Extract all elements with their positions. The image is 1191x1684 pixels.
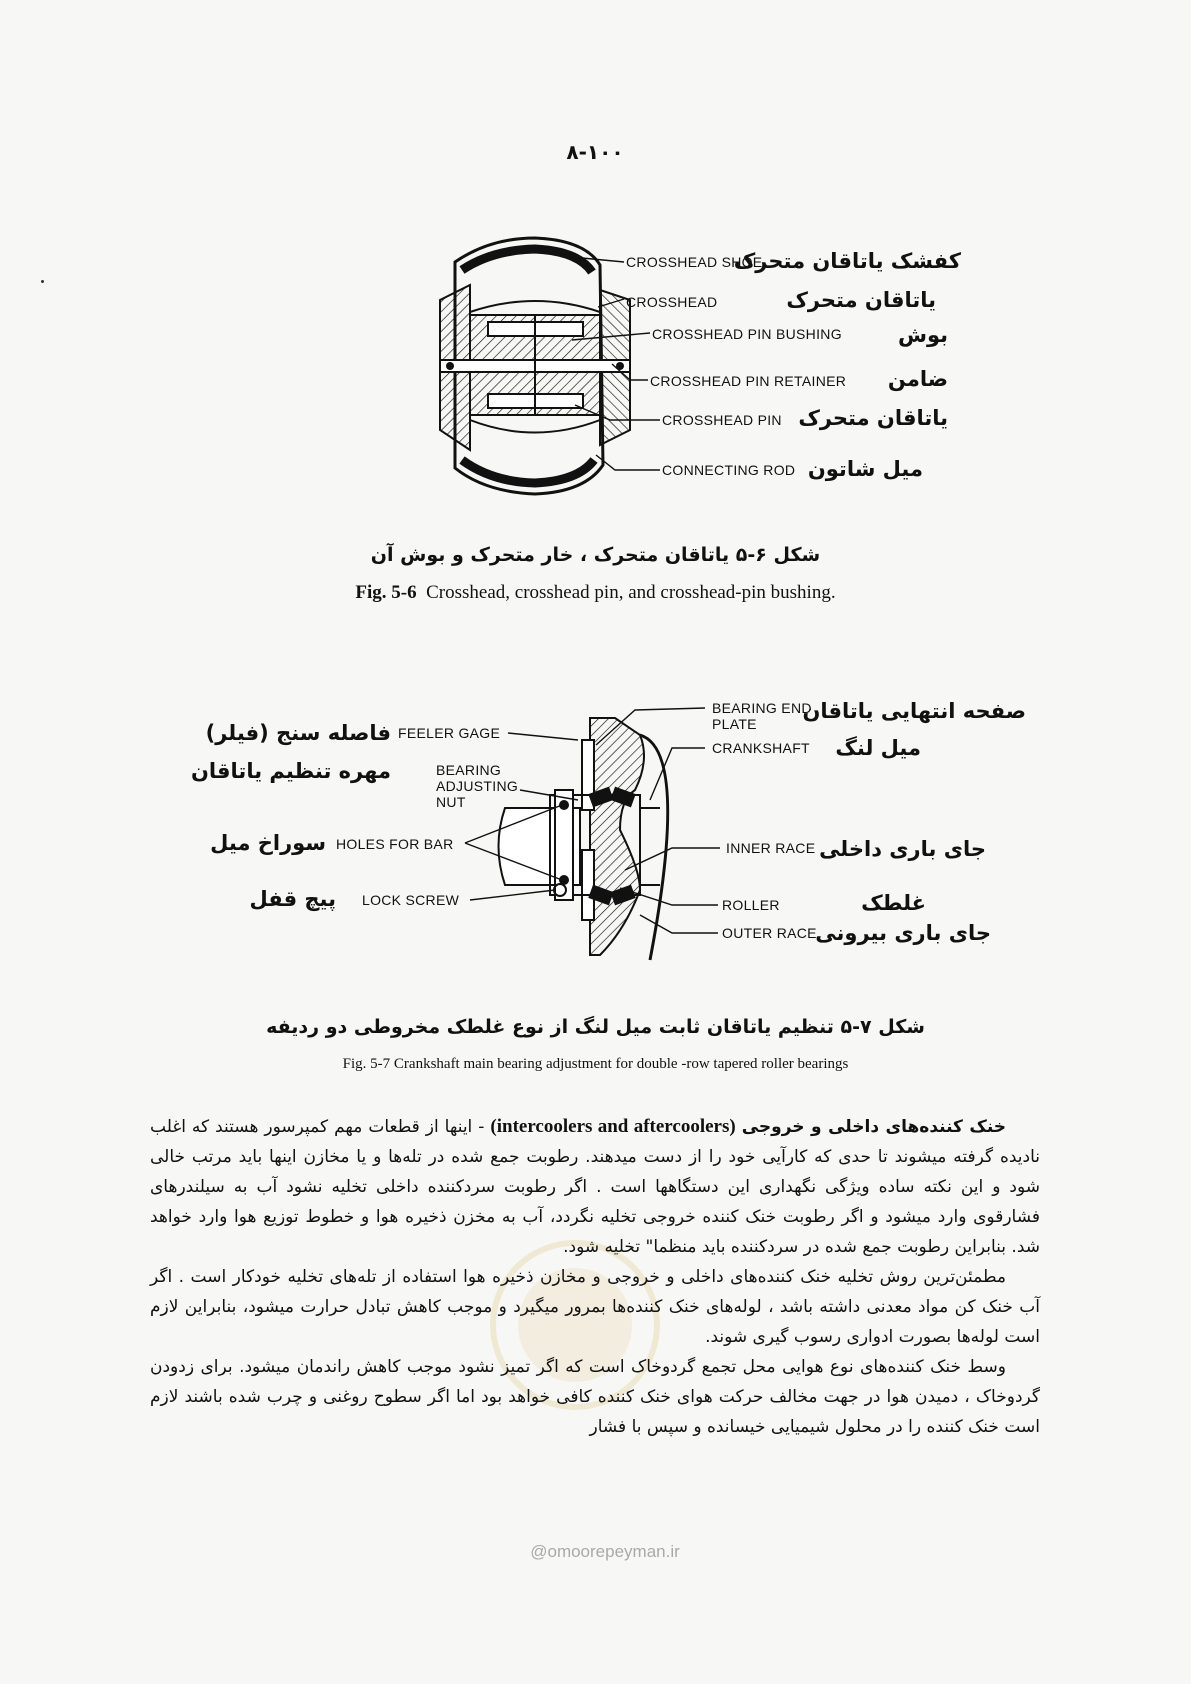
label-fa-retainer: ضامن [887, 367, 948, 391]
label-fa-crosshead-shoe: کفشک یاتاقان متحرک [733, 249, 961, 273]
label-fa-bushing: بوش [897, 323, 948, 347]
figure1-caption-prefix: Fig. 5-6 [355, 582, 417, 603]
label-crosshead-pin: CROSSHEAD PIN [662, 412, 782, 428]
paragraph-1-text: - اینها از قطعات مهم کمپرسور هستند که اغلب نادیده گرفته میشوند تا حدی که کارآیی خود را از دست میدهند. رطوبت جمع شده در تله‌ها و یا مخازن اینها باید مرتب خالی شود و این نکته ساده ویژگی نگهداری این دستگاهها است . اگر رطوبت سردکننده داخلی تخلیه نشود آب به سیلندرهای فشارقوی وارد میشود و اگر رطوبت خنک کننده خروجی تخلیه نگردد، آب به مخزن ذخیره هوا و خطوط توزیع هوا وارد خواهد شد. بنابراین رطوبت جمع شده در سردکننده باید منظما" تخلیه شود. [150, 1117, 1040, 1257]
paragraph-1-en-term: (intercoolers and aftercoolers) [490, 1116, 736, 1137]
label-holes-for-bar: HOLES FOR BAR [336, 836, 454, 852]
label-outer-race: OUTER RACE [722, 925, 817, 941]
watermark-site-text: omoorepeyman.ir [547, 1542, 680, 1561]
figure1-caption-fa: شکل ۶-۵ یاتاقان متحرک ، خار متحرک و بوش آن [370, 544, 821, 566]
label-connecting-rod: CONNECTING ROD [662, 462, 796, 478]
label-fa-crosshead-pin: یاتاقان متحرک [798, 406, 948, 430]
label-fa-inner-race: جای باری داخلی [819, 837, 986, 861]
label-fa-lock-screw: پیچ قفل [249, 887, 336, 911]
label-crosshead-shoe: CROSSHEAD SHOE [626, 254, 763, 270]
label-fa-crankshaft: میل لنگ [835, 736, 921, 760]
watermark-site: @omoorepeyman.ir [530, 1542, 680, 1561]
label-crosshead: CROSSHEAD [626, 294, 718, 310]
figure2-caption-fa: شکل ۷-۵ تنظیم یاتاقان ثابت میل لنگ از نوع غلطک مخروطی دو ردیفه [266, 1016, 925, 1038]
label-crosshead-pin-bushing: CROSSHEAD PIN BUSHING [652, 326, 842, 342]
label-inner-race: INNER RACE [726, 840, 816, 856]
label-crankshaft: CRANKSHAFT [712, 740, 810, 756]
label-fa-outer-race: جای باری بیرونی [815, 921, 991, 945]
figure2-caption-en: Fig. 5-7 Crankshaft main bearing adjustment for double -row tapered roller bearings [342, 1056, 849, 1072]
label-fa-roller: غلطک [861, 891, 926, 915]
page-number: ۸-۱۰۰ [566, 140, 624, 164]
label-roller: ROLLER [722, 897, 780, 913]
paragraph-3: وسط خنک کننده‌های نوع هوایی محل تجمع گردوخاک است که اگر تمیز نشود موجب کاهش راندمان میشود. برای زدودن گردوخاک ، دمیدن هوا در جهت مخالف حرکت هوای خنک کننده کافی خواهد بود اما اگر سطوح روغنی و چرب شده باشند لازم است خنک کننده را در محلول شیمیایی خیسانده و سپس با فشار [150, 1357, 1040, 1437]
label-bearing-adjusting-nut: BEARING ADJUSTING NUT [436, 762, 519, 810]
figure1-caption-text: Crosshead, crosshead pin, and crosshead-pin bushing. [426, 582, 836, 603]
label-fa-crosshead: یاتاقان متحرک [786, 288, 936, 312]
label-bearing-end-plate: BEARING END PLATE [712, 700, 812, 732]
paragraph-2: مطمئن‌ترین روش تخلیه خنک کننده‌های داخلی و خروجی و مخازن ذخیره هوا استفاده از تله‌های تخلیه خودکار است . اگر آب خنک کن مواد معدنی داشته باشد ، لوله‌های خنک کننده‌ها بمرور میگیرد و موجب کاهش تبادل حرارت میشود، بنابراین لازم است لوله‌ها بصورت ادواری رسوب گیری شوند. [150, 1267, 1040, 1347]
label-fa-adjusting-nut: مهره تنظیم یاتاقان [190, 759, 391, 783]
label-fa-connecting-rod: میل شاتون [807, 457, 923, 481]
label-crosshead-pin-retainer: CROSSHEAD PIN RETAINER [650, 373, 847, 389]
label-fa-feeler-gage: فاصله سنج (فیلر) [205, 721, 391, 745]
body-text [150, 1112, 1040, 1442]
label-fa-end-plate: صفحه انتهایی یاتاقان [802, 699, 1026, 723]
label-fa-holes-for-bar: سوراخ میل [210, 831, 326, 855]
label-feeler-gage: FEELER GAGE [398, 725, 501, 741]
label-lock-screw: LOCK SCREW [362, 892, 460, 908]
paragraph-1 [150, 1112, 1040, 1262]
paragraph-1-lead: خنک کننده‌های داخلی و خروجی [741, 1117, 1007, 1137]
